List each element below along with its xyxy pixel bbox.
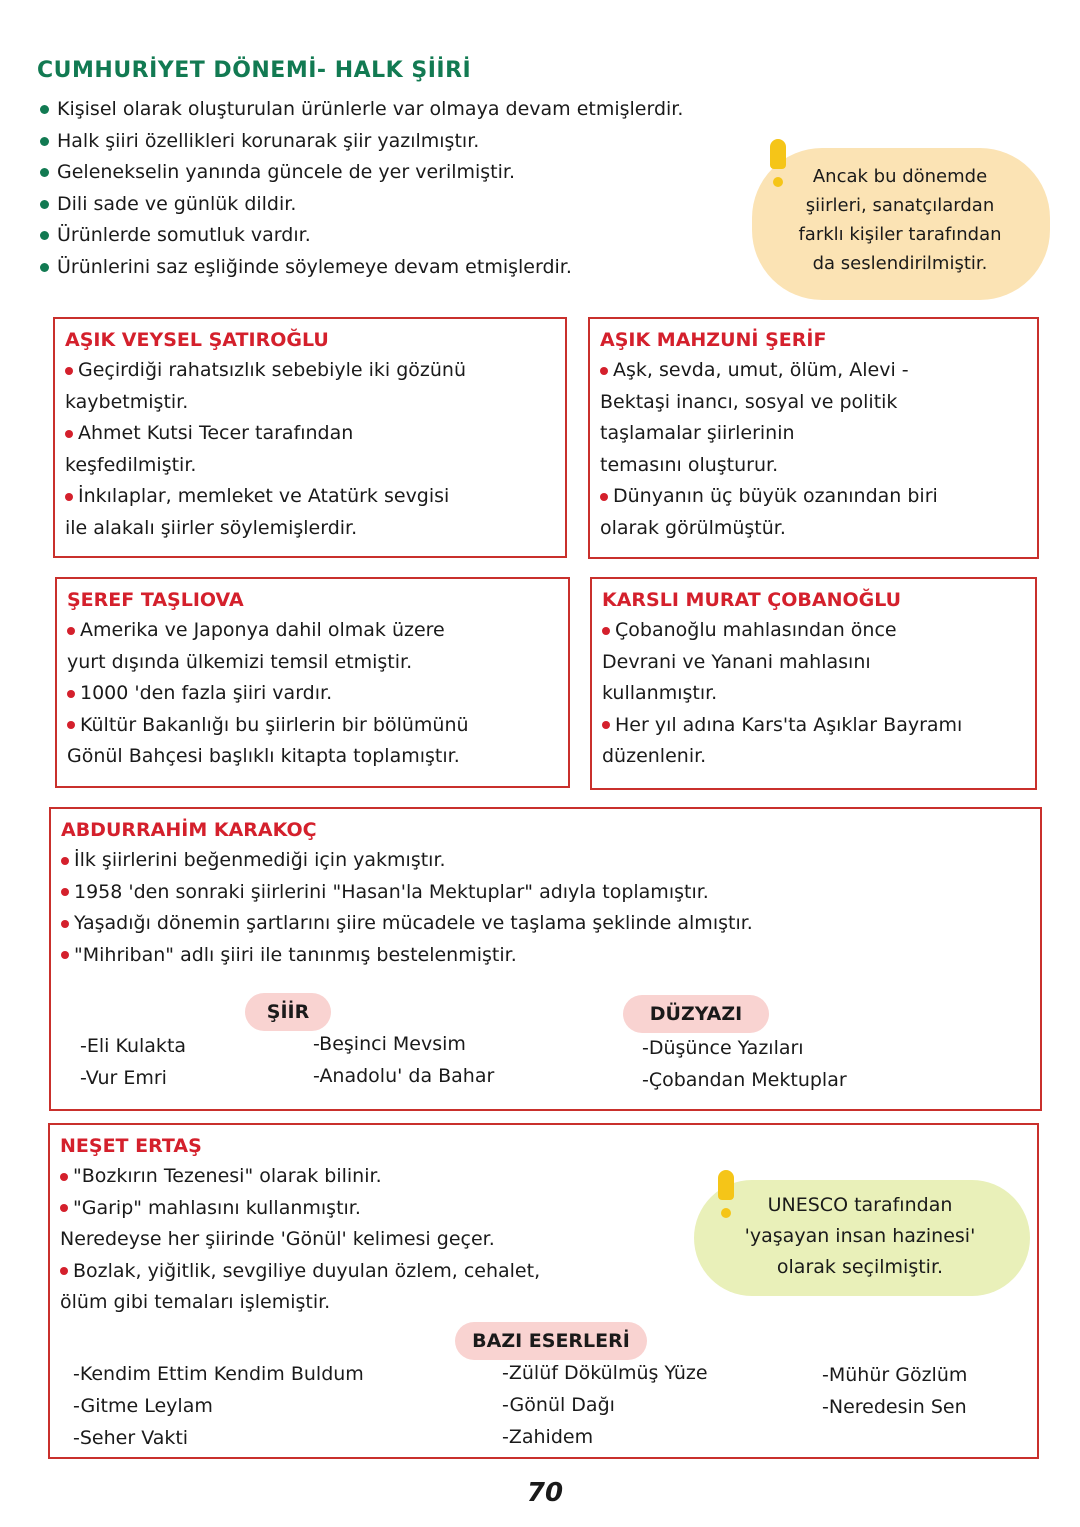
intro-item bbox=[40, 94, 683, 126]
box-heading: NEŞET ERTAŞ bbox=[60, 1135, 202, 1157]
box-line bbox=[602, 615, 1025, 647]
bullet-icon bbox=[61, 857, 69, 865]
intro-item-text: Gelenekselin yanında güncele de yer verilmiştir. bbox=[57, 161, 516, 183]
siir-list-2 bbox=[313, 1028, 494, 1092]
box-line-text: yurt dışında ülkemizi temsil etmiştir. bbox=[67, 650, 413, 673]
note2-line: UNESCO tarafından bbox=[767, 1194, 953, 1216]
box-line-text: Yaşadığı dönemin şartlarını şiire mücadele ve taşlama şeklinde almıştır. bbox=[74, 912, 753, 934]
box-line bbox=[67, 615, 558, 647]
work-item: -Düşünce Yazıları bbox=[642, 1037, 804, 1059]
box-line-text: Devrani ve Yanani mahlasını bbox=[602, 650, 871, 673]
intro-item bbox=[40, 220, 683, 252]
box-line bbox=[65, 450, 555, 482]
box-line-text: Bektaşi inancı, sosyal ve politik bbox=[600, 390, 898, 413]
bullet-icon bbox=[40, 168, 49, 177]
bullet-icon bbox=[67, 627, 75, 635]
work-item: -Mühür Gözlüm bbox=[822, 1364, 968, 1386]
page-number: 70 bbox=[526, 1478, 564, 1508]
bullet-icon bbox=[65, 493, 73, 501]
box-line bbox=[67, 710, 558, 742]
work-item: -Gitme Leylam bbox=[73, 1395, 213, 1417]
box-line-text: kaybetmiştir. bbox=[65, 390, 189, 413]
box-line-text: Dünyanın üç büyük ozanından biri bbox=[613, 485, 938, 507]
work-item: -Gönül Dağı bbox=[502, 1394, 615, 1416]
box-line-text: Bozlak, yiğitlik, sevgiliye duyulan özlem, cehalet, bbox=[73, 1259, 541, 1282]
work-item: -Çobandan Mektuplar bbox=[642, 1069, 847, 1091]
eserleri-label: BAZI ESERLERİ bbox=[455, 1322, 647, 1360]
ertas-works-1 bbox=[73, 1358, 364, 1454]
box-line-text: ölüm gibi temaları işlemiştir. bbox=[60, 1291, 331, 1313]
duzyazi-list bbox=[642, 1032, 847, 1096]
box-line-text: Neredeyse her şiirinde 'Gönül' kelimesi geçer. bbox=[60, 1228, 495, 1250]
box-line bbox=[602, 741, 1025, 773]
intro-item-text: Ürünlerini saz eşliğinde söylemeye devam etmişlerdir. bbox=[57, 255, 572, 278]
box-asik-mahzuni bbox=[588, 317, 1039, 559]
bullet-icon bbox=[40, 200, 49, 209]
note1-line: Ancak bu dönemde bbox=[812, 166, 988, 187]
box-line-text: 1958 'den sonraki şiirlerini "Hasan'la Mektuplar" adıyla toplamıştır. bbox=[74, 880, 709, 903]
work-item: -Eli Kulakta bbox=[80, 1035, 187, 1057]
bullet-icon bbox=[60, 1204, 68, 1212]
work-item: -Zahidem bbox=[502, 1426, 594, 1448]
box-line-text: Her yıl adına Kars'ta Aşıklar Bayramı bbox=[615, 713, 963, 736]
bullet-icon bbox=[40, 105, 49, 114]
intro-item bbox=[40, 157, 683, 189]
box-line-text: "Mihriban" adlı şiiri ile tanınmış bestelenmiştir. bbox=[74, 943, 517, 966]
box-line-text: düzenlenir. bbox=[602, 745, 707, 767]
bullet-icon bbox=[60, 1267, 68, 1275]
siir-label: ŞİİR bbox=[245, 993, 331, 1031]
page-title: CUMHURİYET DÖNEMİ- HALK ŞİİRİ bbox=[37, 58, 472, 83]
box-line-text: "Bozkırın Tezenesi" olarak bilinir. bbox=[73, 1165, 382, 1187]
box-line bbox=[65, 513, 555, 545]
box-line-text: "Garip" mahlasını kullanmıştır. bbox=[73, 1196, 361, 1219]
bullet-icon bbox=[60, 1173, 68, 1181]
intro-item-text: Ürünlerde somutluk vardır. bbox=[57, 224, 311, 246]
box-line bbox=[61, 845, 1030, 877]
bullet-icon bbox=[602, 721, 610, 729]
box-line bbox=[602, 647, 1025, 679]
bullet-icon bbox=[40, 231, 49, 240]
box-heading: AŞIK VEYSEL ŞATIROĞLU bbox=[65, 329, 329, 351]
work-item: -Neredesin Sen bbox=[822, 1396, 967, 1418]
intro-item-text: Kişisel olarak oluşturulan ürünlerle var olmaya devam etmişlerdir. bbox=[57, 98, 684, 120]
note1-line: şiirleri, sanatçılardan bbox=[805, 195, 995, 216]
box-line bbox=[602, 678, 1025, 710]
box-line bbox=[600, 513, 1027, 545]
box-line-text: Geçirdiği rahatsızlık sebebiyle iki gözünü bbox=[78, 359, 466, 381]
bullet-icon bbox=[40, 263, 49, 272]
unesco-callout-text bbox=[710, 1190, 1010, 1283]
note1-line: da seslendirilmiştir. bbox=[812, 253, 988, 274]
note2-line: 'yaşayan insan hazinesi' bbox=[744, 1225, 976, 1247]
work-item: -Vur Emri bbox=[80, 1067, 167, 1089]
bullet-icon bbox=[65, 367, 73, 375]
intro-item bbox=[40, 126, 683, 158]
work-item: -Beşinci Mevsim bbox=[313, 1033, 466, 1055]
bullet-icon bbox=[600, 367, 608, 375]
intro-item bbox=[40, 189, 683, 221]
intro-item bbox=[40, 252, 683, 284]
box-line bbox=[600, 355, 1027, 387]
box-heading: ŞEREF TAŞLIOVA bbox=[67, 589, 244, 611]
box-line-text: Kültür Bakanlığı bu şiirlerin bir bölümünü bbox=[80, 713, 469, 736]
work-item: -Seher Vakti bbox=[73, 1427, 189, 1449]
callout-note-text bbox=[760, 162, 1040, 278]
box-line bbox=[67, 647, 558, 679]
box-line-text: olarak görülmüştür. bbox=[600, 516, 786, 539]
box-line-text: taşlamalar şiirlerinin bbox=[600, 422, 795, 444]
intro-item-text: Dili sade ve günlük dildir. bbox=[57, 192, 297, 215]
box-line-text: İlk şiirlerini beğenmediği için yakmıştır. bbox=[74, 849, 446, 871]
ertas-works-3 bbox=[822, 1359, 967, 1423]
bullet-icon bbox=[67, 721, 75, 729]
box-line bbox=[600, 387, 1027, 419]
bullet-icon bbox=[67, 690, 75, 698]
box-heading: AŞIK MAHZUNİ ŞERİF bbox=[600, 329, 827, 351]
box-abdurrahim-karakoc bbox=[49, 807, 1042, 1111]
note1-line: farklı kişiler tarafından bbox=[798, 224, 1002, 245]
box-seref-tasliova bbox=[55, 577, 570, 788]
box-line-text: Gönül Bahçesi başlıklı kitapta toplamıştır. bbox=[67, 745, 460, 767]
box-line bbox=[61, 940, 1030, 972]
box-line-text: Çobanoğlu mahlasından önce bbox=[615, 619, 897, 641]
box-line bbox=[61, 908, 1030, 940]
box-line-text: 1000 'den fazla şiiri vardır. bbox=[80, 682, 333, 704]
box-line bbox=[65, 418, 555, 450]
work-item: -Anadolu' da Bahar bbox=[313, 1065, 495, 1087]
bullet-icon bbox=[600, 493, 608, 501]
box-line bbox=[65, 481, 555, 513]
box-line-text: keşfedilmiştir. bbox=[65, 453, 197, 476]
ertas-works-2 bbox=[502, 1357, 708, 1453]
box-line-text: temasını oluşturur. bbox=[600, 453, 779, 476]
box-line bbox=[600, 481, 1027, 513]
box-line bbox=[600, 418, 1027, 450]
box-line bbox=[602, 710, 1025, 742]
box-line-text: Aşk, sevda, umut, ölüm, Alevi - bbox=[613, 359, 909, 381]
intro-list bbox=[40, 94, 683, 283]
box-heading: KARSLI MURAT ÇOBANOĞLU bbox=[602, 589, 902, 611]
box-line-text: Ahmet Kutsi Tecer tarafından bbox=[78, 422, 354, 444]
box-line-text: İnkılaplar, memleket ve Atatürk sevgisi bbox=[78, 485, 450, 507]
work-item: -Zülüf Dökülmüş Yüze bbox=[502, 1362, 708, 1384]
bullet-icon bbox=[61, 888, 69, 896]
box-line bbox=[65, 387, 555, 419]
box-line-text: kullanmıştır. bbox=[602, 682, 718, 704]
note2-line: olarak seçilmiştir. bbox=[776, 1256, 944, 1278]
duzyazi-label: DÜZYAZI bbox=[623, 995, 769, 1033]
box-line bbox=[67, 678, 558, 710]
bullet-icon bbox=[40, 137, 49, 146]
box-asik-veysel bbox=[53, 317, 567, 558]
box-heading: ABDURRAHİM KARAKOÇ bbox=[61, 819, 317, 841]
box-line bbox=[65, 355, 555, 387]
bullet-icon bbox=[61, 920, 69, 928]
siir-list-1 bbox=[80, 1030, 186, 1094]
box-line bbox=[600, 450, 1027, 482]
box-line bbox=[67, 741, 558, 773]
bullet-icon bbox=[61, 951, 69, 959]
bullet-icon bbox=[602, 627, 610, 635]
box-line-text: Amerika ve Japonya dahil olmak üzere bbox=[80, 619, 445, 641]
intro-item-text: Halk şiiri özellikleri korunarak şiir yazılmıştır. bbox=[57, 129, 480, 152]
box-murat-cobanoglu bbox=[590, 577, 1037, 790]
box-line-text: ile alakalı şiirler söylemişlerdir. bbox=[65, 516, 358, 539]
bullet-icon bbox=[65, 430, 73, 438]
box-line bbox=[61, 877, 1030, 909]
work-item: -Kendim Ettim Kendim Buldum bbox=[73, 1363, 364, 1385]
